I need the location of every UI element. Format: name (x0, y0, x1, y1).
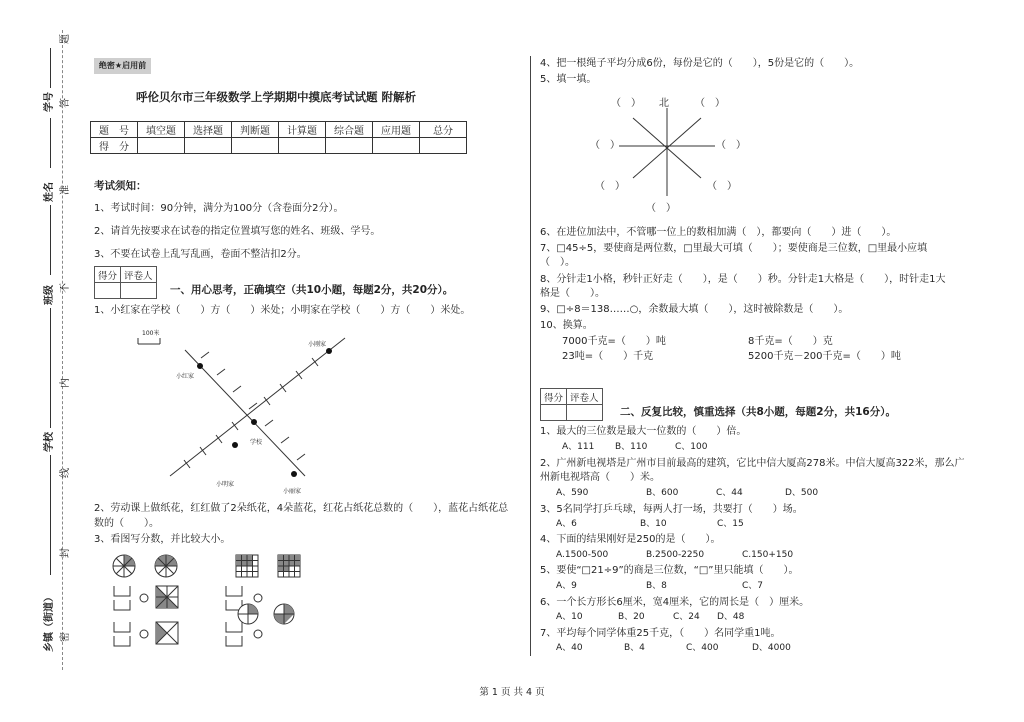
question-5: 5、填一填。 (540, 74, 597, 85)
choice-option[interactable]: C、100 (675, 442, 708, 452)
compass-blank[interactable]: （ ） (716, 140, 746, 151)
choice-option[interactable]: C、24 (673, 612, 700, 622)
section1-title: 一、用心思考，正确填空（共10小题，每题2分，共20分）。 (170, 284, 454, 296)
school-marker (251, 419, 257, 425)
choice-question: 5、要使“□21÷9”的商是三位数，“□”里只能填（ ）。 (540, 565, 799, 576)
grader-score-cell[interactable] (541, 405, 567, 421)
binding-dashed-line (62, 30, 63, 670)
choice-question: 3、5名同学打乒乓球，每两人打一场，共要打（ ）场。 (540, 504, 803, 515)
square-figure (156, 622, 178, 644)
conversion-item: 23吨=（ ）千克 (562, 351, 654, 362)
xiaohong-label: 小红家 (176, 373, 195, 380)
score-header-cell: 总分 (420, 122, 467, 138)
choice-option[interactable]: B.2500-2250 (646, 550, 705, 560)
grader-reviewer-cell[interactable] (567, 405, 603, 421)
notice-item: 3、不要在试卷上乱写乱画，卷面不整洁扣2分。 (94, 249, 307, 260)
score-header-cell: 填空题 (138, 122, 185, 138)
question-4: 4、把一根绳子平均分成6份，每份是它的（ ），5份是它的（ ）。 (540, 58, 860, 69)
xiaohong-home-marker (197, 363, 203, 369)
choice-question: 2、广州新电视塔是广州市目前最高的建筑，它比中信大厦高278米。中信大厦高322米，那么广 (540, 458, 965, 469)
notice-title: 考试须知： (94, 180, 147, 192)
map-axis-line (170, 338, 345, 476)
choice-option[interactable]: A、111 (562, 442, 595, 452)
class-label: 班级 (44, 285, 55, 305)
xiaoli-home-marker (291, 471, 297, 477)
question-3: 3、看图写分数，并比较大小。 (94, 534, 231, 545)
compass-blank[interactable]: （ ） (590, 140, 620, 151)
score-row-label: 得 分 (91, 138, 138, 154)
choice-option[interactable]: A、40 (556, 643, 583, 653)
question-9: 9、□÷8＝138……○，余数最大填（ ），这时被除数是（ ）。 (540, 304, 849, 315)
notice-item: 2、请首先按要求在试卷的指定位置填写您的姓名、班级、学号。 (94, 226, 381, 237)
score-header-cell: 计算题 (279, 122, 326, 138)
choice-option[interactable]: B、8 (646, 581, 667, 591)
scale-label: 100米 (142, 330, 160, 337)
school-label-map: 学校 (250, 439, 263, 446)
choice-option[interactable]: C、400 (686, 643, 719, 653)
choice-option[interactable]: A.1500-500 (556, 550, 609, 560)
seal-mark-da: 答 (60, 98, 71, 108)
choice-question: 1、最大的三位数是最大一位数的（ ）倍。 (540, 426, 747, 437)
compass-blank[interactable]: （ ） (611, 98, 641, 109)
score-header-cell: 应用题 (373, 122, 420, 138)
grader-score-cell[interactable] (95, 283, 121, 299)
section2-title: 二、反复比较，慎重选择（共8小题，每题2分，共16分）。 (620, 406, 896, 418)
circle-figure (274, 604, 294, 624)
grid-figure (278, 555, 300, 577)
seal-mark-feng: 封 (60, 548, 71, 558)
xiaoli-label: 小丽家 (283, 488, 302, 495)
score-cell[interactable] (326, 138, 373, 154)
conversion-item: 8千克=（ ）克 (748, 336, 833, 347)
score-header-cell: 判断题 (232, 122, 279, 138)
choice-option[interactable]: B、4 (624, 643, 645, 653)
grader-box (540, 388, 603, 421)
choice-option[interactable]: A、590 (556, 488, 589, 498)
score-table (90, 121, 467, 154)
score-header-cell: 综合题 (326, 122, 373, 138)
score-cell[interactable] (420, 138, 467, 154)
seal-mark-xian: 线 (60, 468, 71, 478)
score-header-cell: 题 号 (91, 122, 138, 138)
question-7-line1: 7、□45÷5，要使商是两位数，□里最大可填（ ）；要使商是三位数，□里最小应填 (540, 243, 928, 254)
compass-blank[interactable]: （ ） (695, 98, 725, 109)
score-cell[interactable] (185, 138, 232, 154)
choice-option[interactable]: D、500 (785, 488, 819, 498)
seal-mark-bu: 不 (60, 283, 71, 293)
compass-blank[interactable]: （ ） (707, 181, 737, 192)
page-footer: 第 1 页 共 4 页 (479, 687, 545, 698)
seal-mark-ti: 题 (60, 34, 71, 44)
square-figure (156, 586, 178, 608)
choice-option[interactable]: B、20 (618, 612, 645, 622)
compass-diagram (615, 106, 719, 198)
question-1: 1、小红家在学校（ ）方（ ）米处；小明家在学校（ ）方（ ）米处。 (94, 305, 471, 316)
student-id-label: 学号 (44, 92, 55, 112)
question-7-line2: （ ）。 (540, 257, 575, 268)
seal-mark-nei: 内 (60, 378, 71, 388)
question-8-line2: 格是（ ）。 (540, 288, 605, 299)
name-label: 姓名 (44, 182, 55, 202)
choice-option[interactable]: A、6 (556, 519, 577, 529)
choice-option[interactable]: B、600 (646, 488, 679, 498)
seal-mark-mi: 密 (60, 632, 71, 642)
exam-title: 呼伦贝尔市三年级数学上学期期中摸底考试试题 附解析 (136, 90, 417, 104)
choice-option[interactable]: A、9 (556, 581, 577, 591)
circle-figure (238, 604, 258, 624)
seal-mark-zhun: 准 (60, 185, 71, 195)
question-6: 6、在进位加法中，不管哪一位上的数相加满（ ），都要向（ ）进（ ）。 (540, 227, 897, 238)
score-cell[interactable] (279, 138, 326, 154)
grader-reviewer-label: 评卷人 (567, 389, 603, 405)
conversion-item: 5200千克－200千克=（ ）吨 (748, 351, 901, 362)
choice-option[interactable]: C.150+150 (742, 550, 794, 560)
grader-score-label: 得分 (541, 389, 567, 405)
grader-reviewer-cell[interactable] (121, 283, 157, 299)
xiaoming-label: 小明家 (216, 481, 235, 488)
question-8-line1: 8、分针走1小格，秒针正好走（ ），是（ ）秒。分针走1大格是（ ），时针走1大 (540, 274, 946, 285)
conversion-item: 7000千克=（ ）吨 (562, 336, 666, 347)
compass-blank[interactable]: （ ） (595, 181, 625, 192)
xiaogang-label: 小刚家 (308, 341, 327, 348)
choice-option[interactable]: D、48 (717, 612, 745, 622)
compass-blank[interactable]: （ ） (646, 203, 676, 214)
compass-north: 北 (659, 98, 669, 109)
map-axis-line (185, 350, 305, 476)
township-label: 乡镇（街道） (44, 592, 55, 652)
choice-question: 7、平均每个同学体重25千克，（ ）名同学重1吨。 (540, 628, 781, 639)
choice-question: 6、一个长方形长6厘米，宽4厘米，它的周长是（ ）厘米。 (540, 597, 810, 608)
score-cell[interactable] (373, 138, 420, 154)
question-2-line1: 2、劳动课上做纸花，红红做了2朵纸花，4朵蓝花，红花占纸花总数的（ ），蓝花占纸花总 (94, 503, 509, 514)
fraction-figures (108, 552, 308, 648)
question-2-line2: 数的（ ）。 (94, 518, 159, 529)
choice-option[interactable]: B、110 (615, 442, 648, 452)
column-divider (530, 56, 531, 656)
grader-box (94, 266, 157, 299)
choice-question: 州新电视塔高（ ）米。 (540, 472, 660, 483)
school-label: 学校 (44, 432, 55, 452)
choice-option[interactable]: B、10 (640, 519, 667, 529)
grader-score-label: 得分 (95, 267, 121, 283)
score-cell[interactable] (232, 138, 279, 154)
choice-option[interactable]: D、4000 (752, 643, 791, 653)
choice-option[interactable]: C、15 (717, 519, 744, 529)
grader-reviewer-label: 评卷人 (121, 267, 157, 283)
score-header-cell: 选择题 (185, 122, 232, 138)
circle-figure (113, 555, 135, 577)
circle-figure (155, 555, 177, 577)
position-map-diagram (130, 326, 360, 496)
choice-option[interactable]: C、7 (742, 581, 764, 591)
xiaoming-home-marker (232, 442, 238, 448)
choice-option[interactable]: A、10 (556, 612, 583, 622)
grid-figure (236, 555, 258, 577)
xiaogang-home-marker (326, 348, 332, 354)
score-cell[interactable] (138, 138, 185, 154)
choice-question: 4、下面的结果刚好是250的是（ ）。 (540, 534, 721, 545)
choice-option[interactable]: C、44 (716, 488, 743, 498)
confidential-badge: 绝密★启用前 (94, 58, 151, 74)
notice-item: 1、考试时间：90分钟，满分为100分（含卷面分2分）。 (94, 203, 344, 214)
question-10: 10、换算。 (540, 320, 593, 331)
